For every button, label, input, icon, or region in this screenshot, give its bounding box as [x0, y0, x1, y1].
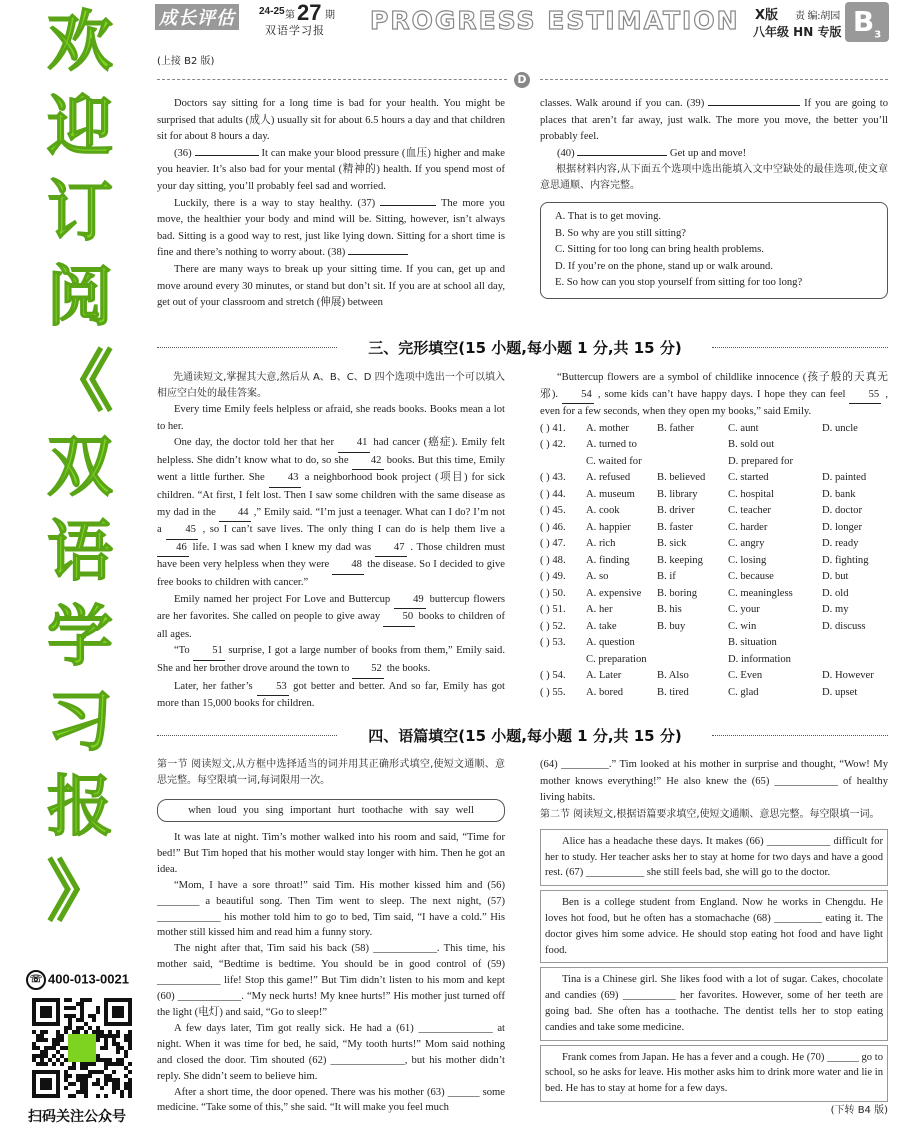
answer-option[interactable]: A. turned to	[586, 439, 637, 451]
answer-option[interactable]	[822, 454, 888, 471]
cloze-text: “Buttercup flowers are a symbol of childlike innocence (孩子般的天真无邪).	[540, 372, 888, 400]
answer-option[interactable]: C. teacher	[728, 505, 771, 517]
passage-paragraph: Luckily, there is a way to stay healthy. (37) The more you move, the healthier your body and mind will be. Sitting, however, isn’t always bad. Sitting is a good way to rest, just like lying down. Sitting for a short time is fine and there’s nothing to worry about. (38)	[157, 197, 505, 259]
cloze-paragraph	[540, 370, 888, 421]
question-number: ( ) 52.	[540, 620, 566, 632]
cloze-text: , some kids can’t have happy days. I hope they can feel	[597, 388, 846, 400]
answer-option[interactable]: C. meaningless	[728, 587, 793, 599]
question-row	[540, 520, 888, 537]
answer-option[interactable]: A. museum	[586, 488, 635, 500]
question-number: ( ) 43.	[540, 472, 566, 484]
question-row	[540, 668, 888, 685]
question-row	[540, 569, 888, 586]
question-number: ( ) 41.	[540, 422, 566, 434]
options-box	[540, 202, 888, 299]
cloze-text: Later, her father’s	[173, 680, 253, 692]
numbered-blank[interactable]: 46	[157, 540, 189, 558]
story-paragraph: (64) _________.” Tim looked at his mother in surprise and thought, “Wow! My mother knows everything!” He also knew the (65) ____________ of healthy living habits.	[540, 759, 888, 804]
answer-option[interactable]: D. bank	[822, 488, 856, 500]
page-header	[155, 0, 890, 44]
paragraph-boxes	[540, 829, 888, 1102]
story-paragraph: “Mom, I have a sore throat!” said Tim. His mother kissed him and (56) ________ a beautiful song. Then Tim went to sleep. The next night, (57) ____________ his mother told him to go to bed, Tim said, “I have a cold.” His mother still kissed him and read him a funny story.	[157, 879, 505, 939]
answer-option[interactable]: C. win	[728, 620, 757, 632]
cloze-text: ,” Emily said. “I’m just a teenager. What can I do? I’m not a	[157, 506, 506, 536]
cloze-text: Emily named her project For Love and Buttercup	[173, 593, 391, 605]
answer-option[interactable]	[657, 635, 728, 652]
question-row	[540, 454, 888, 471]
option-item: A. That is to get moving.	[555, 211, 662, 223]
cloze-text: , so I can’t save lives. The only thing I can do is help them live a	[202, 524, 505, 536]
paragraph-box: Tina is a Chinese girl. She likes food with a lot of sugar. Cakes, chocolate and candies (69) __________ her favorites. However, some of her teeth are going bad. She often has a toothache. The dentist tells her to stop eating candies and take some medicine.	[540, 967, 888, 1040]
question-row	[540, 487, 888, 504]
answer-option[interactable]: C. hospital	[728, 488, 774, 500]
subscribe-title-char: 报	[47, 768, 113, 845]
answer-option[interactable]: D. doctor	[822, 505, 863, 517]
answer-option[interactable]: A. her	[586, 604, 613, 616]
sidebar	[0, 0, 148, 1131]
cloze-text: books. But this time, Emily went a little further. She	[157, 454, 505, 484]
section-4-right	[540, 757, 888, 1102]
answer-option[interactable]: C. waited for	[586, 455, 642, 467]
continued-from: (上接 B2 版)	[157, 56, 215, 67]
answer-option[interactable]: C. preparation	[586, 653, 647, 665]
issue-number: 27	[297, 0, 322, 25]
subscribe-title-char: 订	[47, 173, 113, 250]
question-row	[540, 586, 888, 603]
instruction: 第二节 阅读短文,根据语篇要求填空,使短文通顺、意思完整。每空限填一词。	[540, 808, 880, 820]
answer-option[interactable]: D. longer	[822, 521, 863, 533]
question-number: ( ) 46.	[540, 521, 566, 533]
answer-option[interactable]: B. tired	[657, 686, 689, 698]
numbered-blank[interactable]: 49	[394, 592, 426, 610]
instruction: 根据材料内容,从下面五个选项中选出能填入文中空缺处的最佳选项,使文章意思通顺、内容完整。	[540, 164, 888, 192]
subscribe-title-char: 双	[47, 428, 113, 505]
scan-caption: 扫码关注公众号	[28, 1109, 126, 1125]
instruction: 第一节 阅读短文,从方框中选择适当的词并用其正确形式填空,使短文通顺、意思完整。每空限填一词,每词限用一次。	[157, 759, 505, 786]
cloze-passage	[157, 370, 505, 713]
answer-option[interactable]: D. However	[822, 670, 874, 682]
question-row	[540, 503, 888, 520]
question-number: ( ) 48.	[540, 554, 566, 566]
answer-option[interactable]: C. your	[728, 604, 760, 616]
subscribe-title-char: 学	[47, 598, 113, 675]
answer-option[interactable]: D. but	[822, 571, 849, 583]
cloze-paragraph	[157, 643, 505, 678]
answer-option[interactable]: B. faster	[657, 521, 693, 533]
numbered-blank[interactable]: 45	[166, 522, 198, 540]
story-paragraph: After a short time, the door opened. There was his mother (63) ______ some medicine. “Take some of this,” she said. “It will make you feel much	[157, 1086, 505, 1114]
answer-option[interactable]	[822, 635, 888, 652]
question-row	[540, 553, 888, 570]
cloze-paragraph	[157, 402, 505, 435]
answer-option[interactable]: A. bored	[586, 686, 624, 698]
cloze-text: life. I was sad when I knew my dad was	[192, 541, 372, 553]
answer-option[interactable]: C. aunt	[728, 422, 759, 434]
phone-icon: ☏	[26, 970, 46, 990]
cloze-text: Every time Emily feels helpless or afraid, she reads books. Books mean a lot to her.	[157, 404, 505, 432]
story-paragraph: The night after that, Tim said his back (58) ____________. This time, his mother said, “Bedtime is bedtime. You should be in good control of (59) ____________ life! Stop this game!” But Tim didn’t listen to his mom and kept (60) ____________. “My neck hurts! My knee hurts!” His mother just turned off the light (电灯) and said, “Go to sleep!”	[157, 943, 505, 1018]
answer-option[interactable]: C. angry	[728, 538, 765, 550]
question-number: ( ) 47.	[540, 538, 566, 550]
answer-option[interactable]: C. Even	[728, 670, 763, 682]
passage-paragraph: There are many ways to break up your sitting time. If you can, get up and move around every 30 minutes, or stand but don’t sit. If you are at school all day, get out of your classroom and stretch (伸展) between	[157, 263, 505, 309]
answer-option[interactable]: B. situation	[728, 637, 777, 649]
continued-to: (下转 B4 版)	[830, 1105, 888, 1116]
answer-option[interactable]: A. question	[586, 637, 635, 649]
divider	[157, 79, 507, 80]
section-4-left	[157, 757, 505, 1116]
answer-option[interactable]: D. ready	[822, 538, 859, 550]
cloze-paragraphs	[157, 402, 505, 713]
qr-code[interactable]	[32, 998, 132, 1098]
subscribe-title-char: 《	[47, 343, 113, 420]
question-number: ( ) 50.	[540, 587, 566, 599]
story-paragraph: It was late at night. Tim’s mother walked into his room and said, “Time for bed!” But Tim hoped that his mother would stay longer with him. Then he got an idea.	[157, 832, 505, 875]
answer-option[interactable]: D. uncle	[822, 422, 858, 434]
answer-option[interactable]	[657, 652, 728, 669]
answer-option[interactable]: D. painted	[822, 472, 867, 484]
grade-label: 八年级 HN 专版	[753, 25, 842, 39]
passage-paragraph: (36) It can make your blood pressure (血压) higher and make you heavier. It’s also bad for your mental (精神的) health. If you spend most of your day sitting, you’ll probably feel sad and worried.	[157, 147, 505, 192]
phone-number: ☏ 400-013-0021	[26, 970, 129, 990]
answer-option[interactable]: D. my	[822, 604, 849, 616]
answer-option[interactable]	[822, 437, 888, 454]
question-list	[540, 421, 888, 702]
option-item: B. So why are you still sitting?	[555, 227, 686, 239]
option-item: D. If you’re on the phone, stand up or walk around.	[555, 260, 773, 272]
answer-option[interactable]: C. because	[728, 571, 774, 583]
passage-d-right	[540, 96, 888, 299]
answer-option[interactable]: C. losing	[728, 554, 767, 566]
question-row	[540, 470, 888, 487]
answer-option[interactable]: B. believed	[657, 472, 706, 484]
cloze-text: . Those children must have been very helpless when they were	[157, 541, 506, 571]
question-number: ( ) 49.	[540, 571, 566, 583]
answer-option[interactable]: B. keeping	[657, 554, 703, 566]
option-item: C. Sitting for too long can bring health problems.	[555, 244, 764, 256]
answer-option[interactable]: D. upset	[822, 686, 858, 698]
answer-option[interactable]: A. refused	[586, 472, 631, 484]
answer-option[interactable]: B. boring	[657, 587, 698, 599]
issue-prefix: 第	[285, 10, 295, 21]
subscribe-title-char: 》	[47, 853, 113, 930]
question-number: ( ) 54.	[540, 670, 566, 682]
numbered-blank[interactable]: 53	[257, 679, 289, 697]
issue-suffix: 期	[325, 10, 335, 21]
subscribe-title-char: 迎	[47, 88, 113, 165]
question-row	[540, 602, 888, 619]
passage-paragraph: (40) Get up and move!	[556, 147, 747, 159]
answer-option[interactable]: B. if	[657, 571, 676, 583]
question-number	[540, 454, 586, 471]
cloze-text: got better and better. And so far, Emily has got more than 15,000 books for children.	[157, 680, 505, 710]
subscribe-title-char: 阅	[47, 258, 113, 335]
question-number: ( ) 44.	[540, 488, 566, 500]
cloze-text: “To	[173, 645, 190, 657]
divider	[157, 735, 337, 736]
cloze-text: , even for a few seconds, when they open my books,” said Emily.	[540, 388, 888, 418]
question-row	[540, 635, 888, 652]
answer-option[interactable]: B. buy	[657, 620, 686, 632]
answer-option[interactable]: A. finding	[586, 554, 630, 566]
options-list	[555, 209, 873, 292]
numbered-blank[interactable]: 44	[219, 505, 251, 523]
question-number: ( ) 53.	[540, 637, 566, 649]
question-number: ( ) 51.	[540, 604, 566, 616]
story-paragraph: A few days later, Tim got really sick. He had a (61) ______________ at night. When it was time for bed, he said, “My tooth hurts!” Mom said nothing and closed the door. Tim shouted (62) ______________, but his mother didn’t reply. She didn’t seem to believe him.	[157, 1022, 505, 1082]
banner-title: PROGRESS ESTIMATION	[370, 6, 740, 35]
cloze-right	[540, 370, 888, 701]
question-row	[540, 437, 888, 454]
cloze-text: the disease. So I decided to give free books to children with cancer.”	[157, 559, 506, 588]
answer-option[interactable]: D. discuss	[822, 620, 866, 632]
answer-option[interactable]: A. cook	[586, 505, 620, 517]
answer-option[interactable]: B. father	[657, 422, 695, 434]
numbered-blank[interactable]: 42	[352, 453, 384, 471]
section-4-title: 四、语篇填空(15 小题,每小题 1 分,共 15 分)	[368, 727, 682, 745]
numbered-blank[interactable]: 52	[352, 661, 384, 679]
numbered-blank[interactable]: 51	[193, 643, 225, 661]
answer-option[interactable]: D. information	[728, 653, 791, 665]
numbered-blank[interactable]: 50	[383, 609, 415, 627]
subscribe-title-char: 习	[47, 683, 113, 760]
question-number: ( ) 55.	[540, 686, 566, 698]
question-number: ( ) 45.	[540, 505, 566, 517]
answer-option[interactable]: D. fighting	[822, 554, 869, 566]
answer-option[interactable]: B. Also	[657, 670, 689, 682]
editor-label: 责 编:胡园	[795, 11, 841, 22]
paragraph-box: Ben is a college student from England. Now he works in Chengdu. He loves hot food, but he often has a stomachache (68) _________ eating it. The doctor gives him some advice. He should stop eating hot food and have light food.	[540, 890, 888, 963]
question-row	[540, 652, 888, 669]
cloze-text: the books.	[386, 662, 431, 674]
numbered-blank[interactable]: 43	[269, 470, 301, 488]
story-paragraphs	[157, 830, 505, 1116]
numbered-blank[interactable]: 54	[562, 387, 594, 405]
question-number: ( ) 42.	[540, 439, 566, 451]
answer-option[interactable]: D. prepared for	[728, 455, 794, 467]
cloze-text: surprise, I got a large number of books from them,” Emily said. She and her brother drove around the town to	[157, 645, 505, 674]
cloze-text: buttercup flowers are her favorites. She called on people to give away	[157, 593, 506, 623]
cloze-text: One day, the doctor told her that her	[173, 437, 335, 449]
cloze-text: a neighborhood book project (项目) for sick children. “At first, I felt lost. Then I saw some children with the same disease as my dad in the	[157, 472, 505, 518]
question-row	[540, 421, 888, 438]
passage-paragraph: classes. Walk around if you can. (39) If you are going to places that aren’t far away, just walk. The more you move, the better you’ll probably feel.	[540, 98, 889, 143]
passage-d-left	[157, 96, 505, 312]
subscribe-title-char: 欢	[47, 3, 113, 80]
answer-option[interactable]	[657, 437, 728, 454]
school-year: 24-25	[259, 6, 285, 17]
answer-option[interactable]	[657, 454, 728, 471]
brand-logo: 成长评估	[155, 4, 239, 30]
divider	[712, 735, 888, 736]
answer-option[interactable]: B. sold out	[728, 439, 775, 451]
answer-option[interactable]: B. his	[657, 604, 682, 616]
answer-option[interactable]: A. take	[586, 620, 617, 632]
page-tag: $B_3$	[845, 2, 889, 42]
answer-option[interactable]: A. happier	[586, 521, 631, 533]
edition-label: X版	[755, 8, 779, 23]
paragraph-box: Frank comes from Japan. He has a fever and a cough. He (70) ______ go to school, so he asks for leave. His mother asks him to drink more water and lie in bed. He has to stay at home for a few days.	[540, 1045, 888, 1102]
cloze-paragraph	[157, 592, 505, 644]
instruction: 先通读短文,掌握其大意,然后从 A、B、C、D 四个选项中选出一个可以填入相应空白处的最佳答案。	[157, 372, 505, 399]
divider	[712, 347, 888, 348]
cloze-text: books to children of all ages.	[157, 611, 505, 640]
answer-option[interactable]: C. started	[728, 472, 769, 484]
paper-name: 双语学习报	[265, 24, 325, 37]
answer-option[interactable]	[822, 652, 888, 669]
paragraph-box: Alice has a headache these days. It makes (66) ____________ difficult for her to study. Her teacher asks her to stay at home for two days and have a good rest. (67) ___________ she still feels bad, she will go to the doctor.	[540, 829, 888, 886]
question-row	[540, 685, 888, 702]
question-number	[540, 652, 586, 669]
answer-option[interactable]: B. driver	[657, 505, 695, 517]
numbered-blank[interactable]: 48	[332, 557, 364, 575]
numbered-blank[interactable]: 41	[338, 435, 370, 453]
word-box: when loud you sing important hurt toothache with say well	[157, 799, 505, 822]
numbered-blank[interactable]: 55	[849, 387, 881, 405]
cloze-paragraph	[157, 679, 505, 713]
answer-option[interactable]: C. glad	[728, 686, 759, 698]
section-d-badge: D	[514, 72, 530, 88]
answer-option[interactable]: A. rich	[586, 538, 616, 550]
cloze-text: had cancer (癌症). Emily felt helpless. She didn’t know what to do, so she	[157, 437, 505, 466]
answer-option[interactable]: B. library	[657, 488, 698, 500]
answer-option[interactable]: A. expensive	[586, 587, 642, 599]
numbered-blank[interactable]: 47	[375, 540, 407, 558]
passage-paragraph: Doctors say sitting for a long time is bad for your health. You might be surprised that adults (成人) usually sit for about 6.5 hours a day and that children sit for about 8 hours a day.	[157, 98, 505, 143]
answer-option[interactable]: D. old	[822, 587, 849, 599]
answer-option[interactable]: A. so	[586, 571, 609, 583]
answer-option[interactable]: C. harder	[728, 521, 768, 533]
cloze-paragraph	[157, 435, 505, 591]
question-row	[540, 536, 888, 553]
answer-option[interactable]: B. sick	[657, 538, 687, 550]
divider	[157, 347, 337, 348]
subscribe-title-char: 语	[47, 513, 113, 590]
section-3-title: 三、完形填空(15 小题,每小题 1 分,共 15 分)	[368, 339, 682, 357]
question-row	[540, 619, 888, 636]
divider	[540, 79, 888, 80]
option-item: E. So how can you stop yourself from sitting for too long?	[555, 277, 803, 289]
answer-option[interactable]: A. Later	[586, 670, 622, 682]
answer-option[interactable]: A. mother	[586, 422, 629, 434]
